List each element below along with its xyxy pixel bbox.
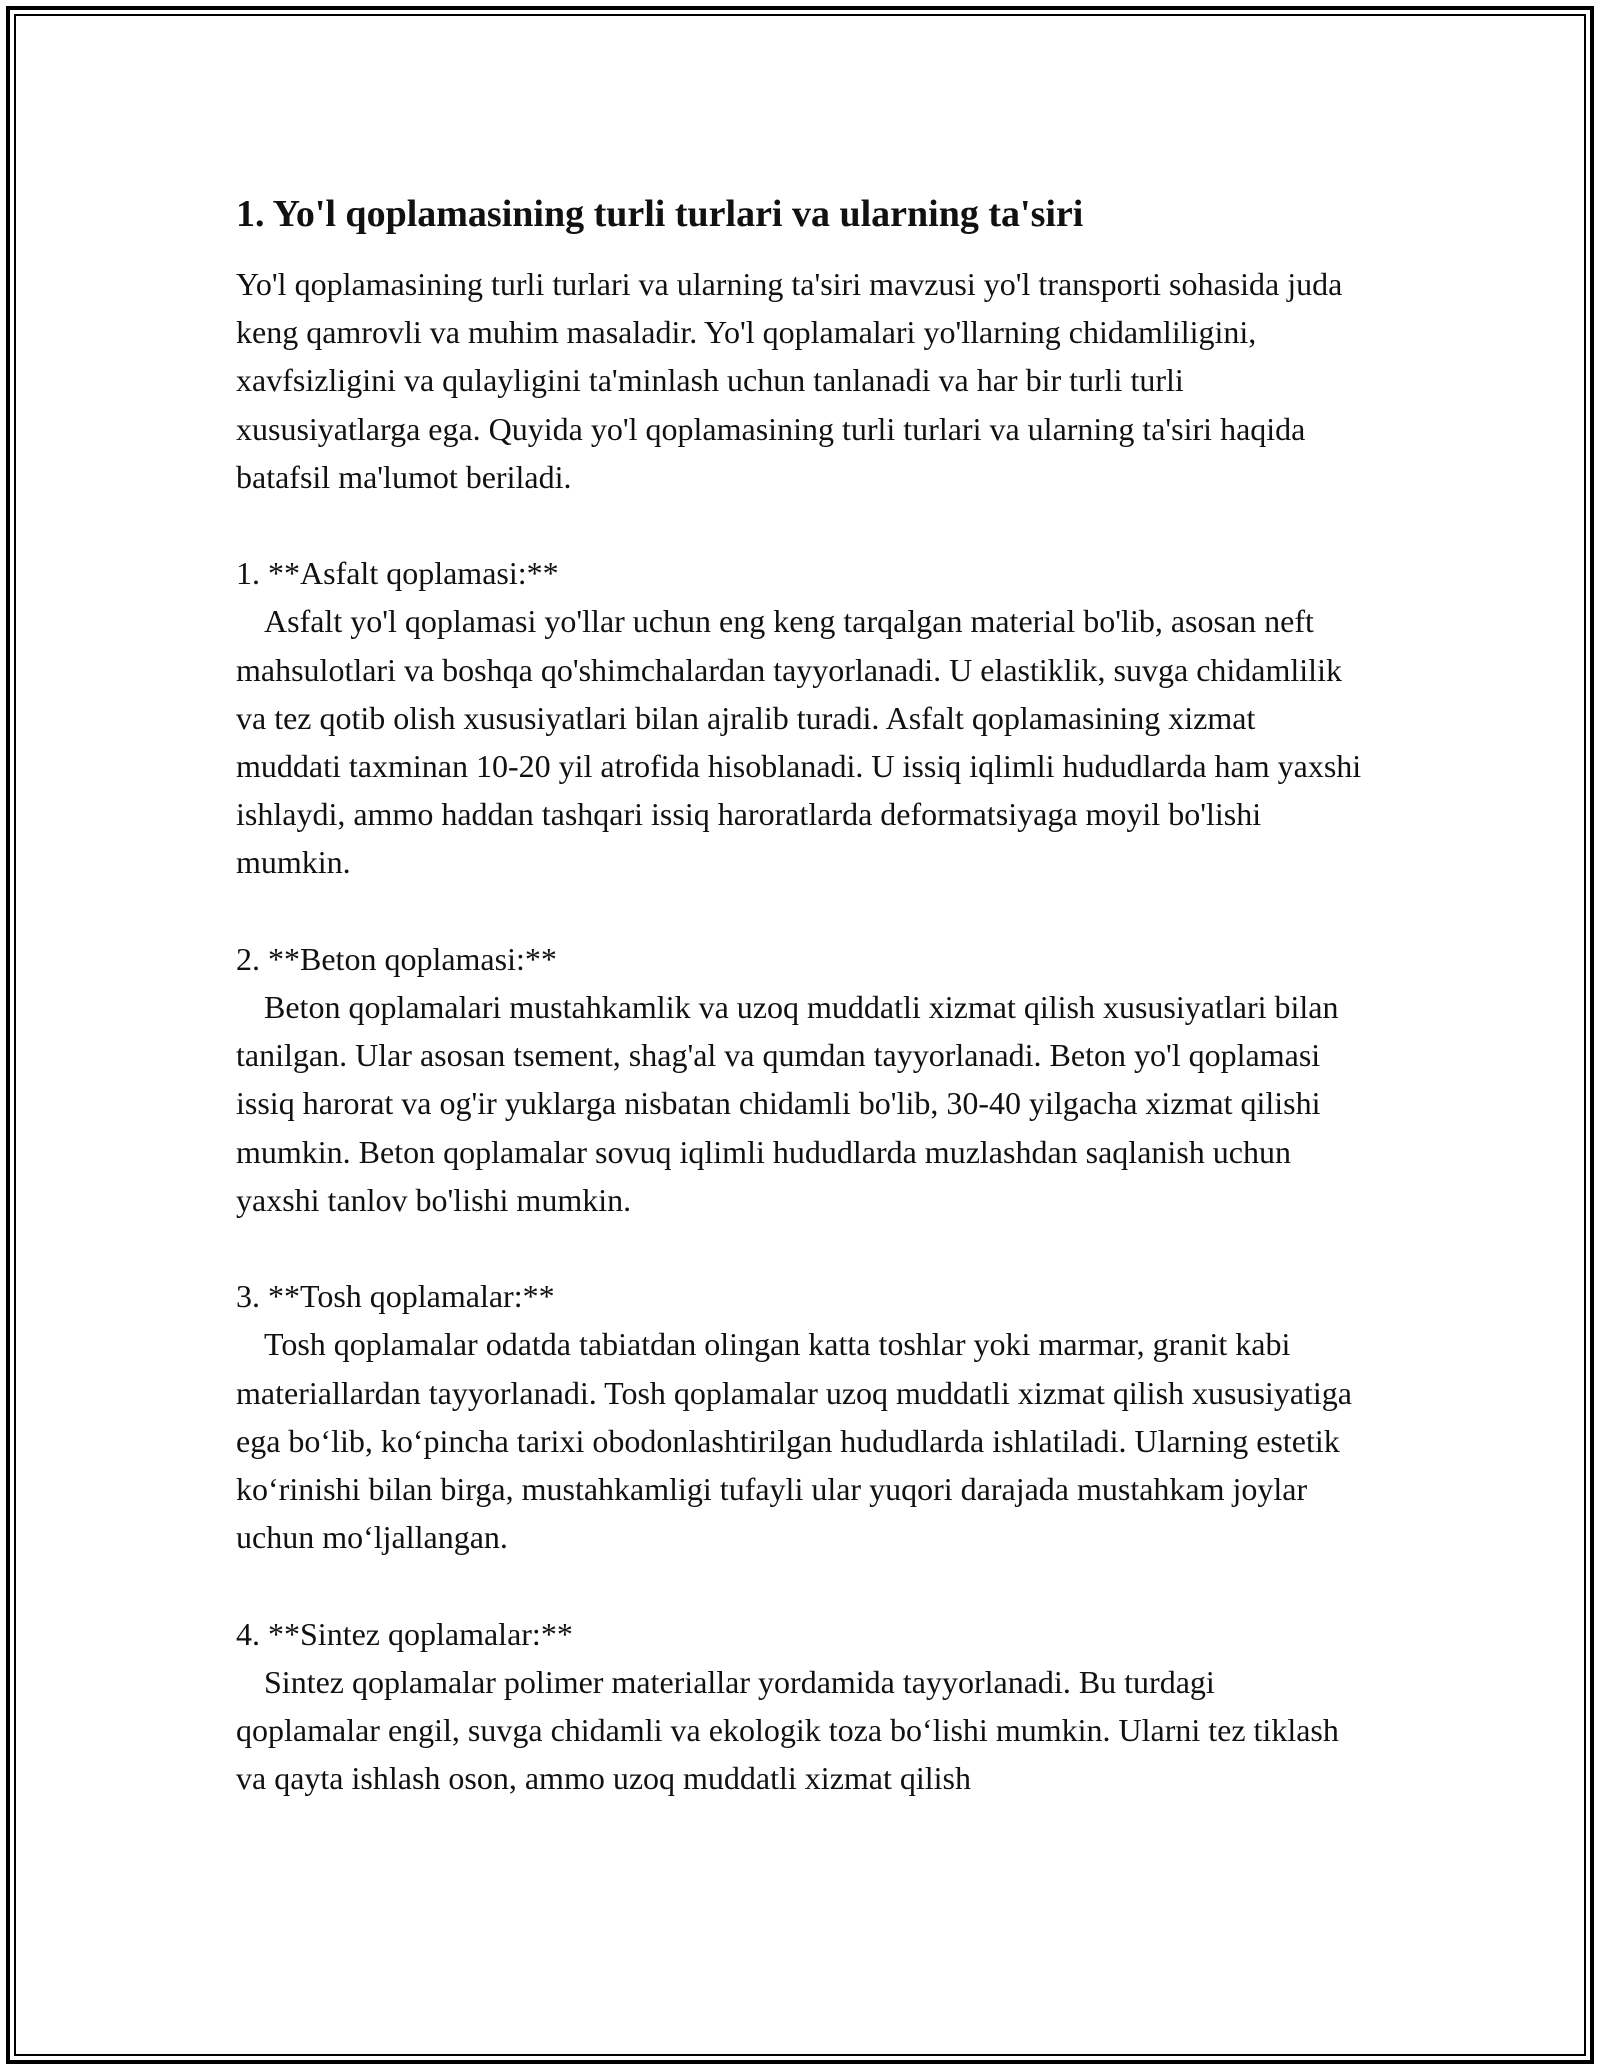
document-title: 1. Yo'l qoplamasining turli turlari va ularning ta'siri xyxy=(236,193,1084,235)
document-body xyxy=(236,188,1366,1802)
section-heading: 1. **Asfalt qoplamasi:** xyxy=(236,555,559,592)
section-beton xyxy=(236,935,1366,1224)
intro-paragraph: Yo'l qoplamasining turli turlari va ularning ta'siri mavzusi yo'l transporti sohasida juda keng qamrovli va muhim masaladir. Yo'l qoplamalari yo'llarning chidamliligini, xavfsizligini va qulayligini ta'minlash uchun tanlanadi va har bir turli turli xususiyatlarga ega. Quyida yo'l qoplamasining turli turlari va ularning ta'siri haqida batafsil ma'lumot beriladi. xyxy=(236,266,1351,495)
section-heading: 4. **Sintez qoplamalar:** xyxy=(236,1615,573,1652)
section-tosh xyxy=(236,1272,1366,1561)
section-body: Beton qoplamalari mustahkamlik va uzoq muddatli xizmat qilish xususiyatlari bilan tanilgan. Ular asosan tsement, shag'al va qumdan tayyorlanadi. Beton yo'l qoplamasi issiq harorat va og'ir yuklarga nisbatan chidamli bo'lib, 30-40 yilgacha xizmat qilishi mumkin. Beton qoplamalar sovuq iqlimli hududlarda muzlashdan saqlanish uchun yaxshi tanlov bo'lishi mumkin. xyxy=(236,989,1339,1218)
section-sintez xyxy=(236,1610,1366,1803)
section-asfalt xyxy=(236,549,1366,886)
section-heading: 2. **Beton qoplamasi:** xyxy=(236,940,557,977)
section-heading: 3. **Tosh qoplamalar:** xyxy=(236,1278,555,1315)
section-body: Tosh qoplamalar odatda tabiatdan olingan katta toshlar yoki marmar, granit kabi materiallardan tayyorlanadi. Tosh qoplamalar uzoq muddatli xizmat qilish xususiyatiga ega bo‘lib, ko‘pincha tarixi obodonlashtirilgan hududlarda ishlatiladi. Ularning estetik ko‘rinishi bilan birga, mustahkamligi tufayli ular yuqori darajada mustahkam joylar uchun mo‘ljallangan. xyxy=(236,1326,1352,1556)
section-body: Asfalt yo'l qoplamasi yo'llar uchun eng keng tarqalgan material bo'lib, asosan neft mahsulotlari va boshqa qo'shimchalardan tayyorlanadi. U elastiklik, suvga chidamlilik va tez qotib olish xususiyatlari bilan ajralib turadi. Asfalt qoplamasining xizmat muddati taxminan 10-20 yil atrofida hisoblanadi. U issiq iqlimli hududlarda ham yaxshi ishlaydi, ammo haddan tashqari issiq haroratlarda deformatsiyaga moyil bo'lishi mumkin. xyxy=(236,603,1362,881)
section-body: Sintez qoplamalar polimer materiallar yordamida tayyorlanadi. Bu turdagi qoplamalar engil, suvga chidamli va ekologik toza bo‘lishi mumkin. Ularni tez tiklash va qayta ishlash oson, ammo uzoq muddatli xizmat qilish xyxy=(236,1663,1339,1797)
